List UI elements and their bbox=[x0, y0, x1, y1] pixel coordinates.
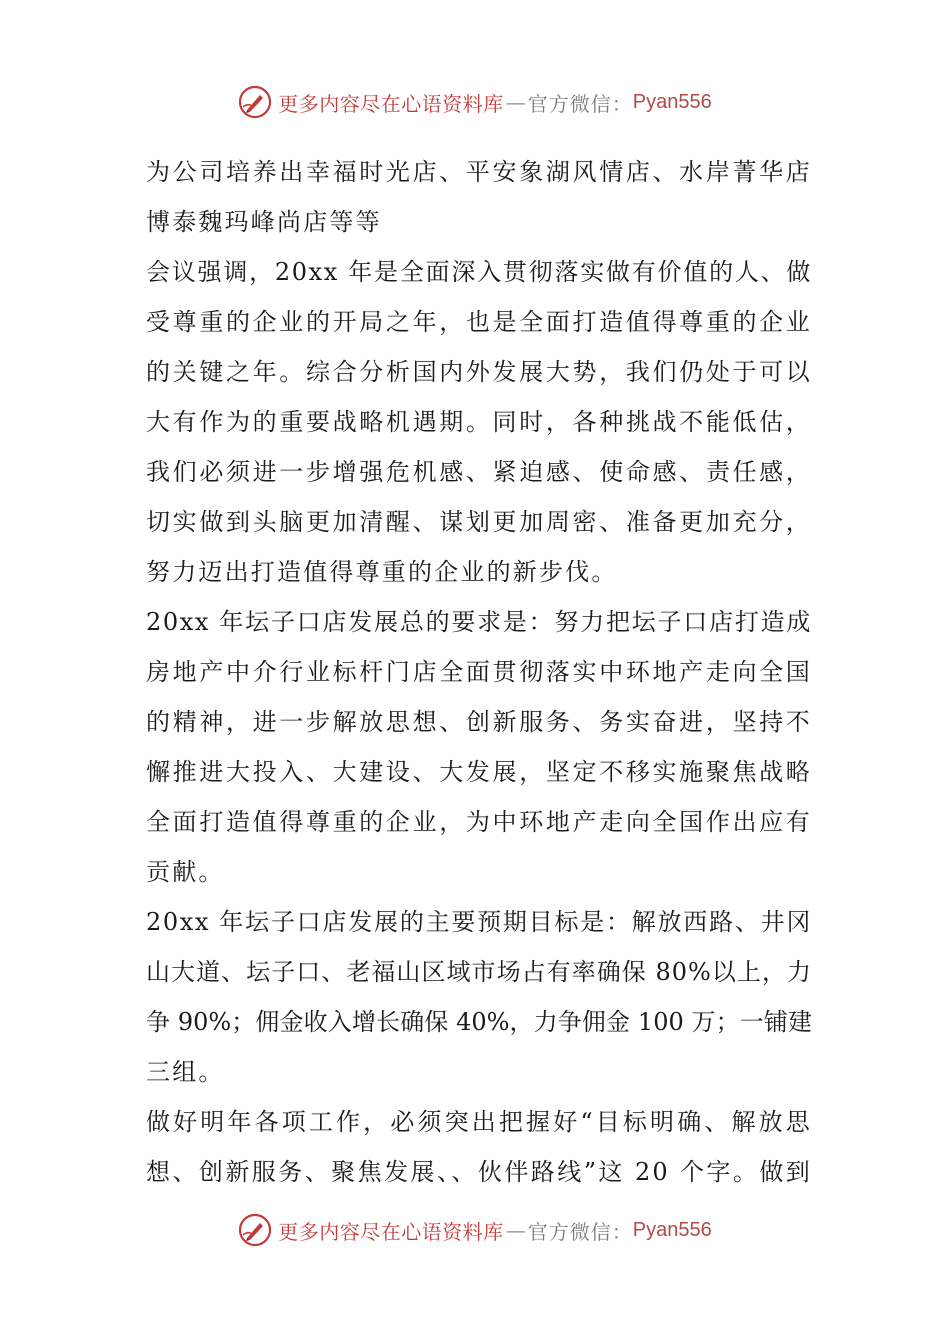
document-body bbox=[146, 147, 812, 1197]
text-line: 20xx 年坛子口店发展的主要预期目标是：解放西路、井冈 bbox=[146, 908, 812, 936]
text-line: 大有作为的重要战略机遇期。同时，各种挑战不能低估， bbox=[146, 408, 812, 436]
text-line: 做好明年各项工作，必须突出把握好“目标明确、解放思 bbox=[146, 1108, 812, 1136]
banner-separator: — bbox=[505, 1218, 526, 1242]
text-line: 房地产中介行业标杆门店全面贯彻落实中环地产走向全国 bbox=[146, 658, 812, 686]
banner-wechat-label: 官方微信： bbox=[527, 1219, 633, 1244]
paragraph-1 bbox=[146, 147, 812, 247]
text-line: 贡献。 bbox=[146, 858, 225, 886]
banner-wechat-id: Pyan556 bbox=[632, 90, 712, 113]
pen-logo-icon bbox=[238, 85, 272, 119]
paragraph-2 bbox=[146, 247, 812, 597]
footer-banner bbox=[0, 1210, 950, 1250]
text-line: 博泰魏玛峰尚店等等 bbox=[146, 208, 382, 236]
text-line: 我们必须进一步增强危机感、紧迫感、使命感、责任感， bbox=[146, 458, 812, 486]
text-line: 的精神，进一步解放思想、创新服务、务实奋进，坚持不 bbox=[146, 708, 812, 736]
banner-wechat-id: Pyan556 bbox=[632, 1218, 712, 1241]
text-line: 的关键之年。综合分析国内外发展大势，我们仍处于可以 bbox=[146, 358, 812, 386]
text-line: 会议强调，20xx 年是全面深入贯彻落实做有价值的人、做 bbox=[146, 258, 812, 286]
text-line: 切实做到头脑更加清醒、谋划更加周密、准备更加充分， bbox=[146, 508, 812, 536]
text-line: 受尊重的企业的开局之年，也是全面打造值得尊重的企业 bbox=[146, 308, 812, 336]
text-line: 全面打造值得尊重的企业，为中环地产走向全国作出应有 bbox=[146, 808, 812, 836]
banner-title: 更多内容尽在心语资料库 bbox=[278, 1219, 504, 1244]
pen-logo-icon bbox=[238, 1213, 272, 1247]
text-line: 为公司培养出幸福时光店、平安象湖风情店、水岸菁华店 bbox=[146, 158, 812, 186]
banner-separator: — bbox=[505, 90, 526, 114]
paragraph-5 bbox=[146, 1097, 812, 1197]
text-line: 山大道、坛子口、老福山区域市场占有率确保 80%以上，力 bbox=[146, 958, 812, 986]
banner-wechat-label: 官方微信： bbox=[527, 91, 633, 116]
banner-title: 更多内容尽在心语资料库 bbox=[278, 91, 504, 116]
text-line: 三组。 bbox=[146, 1058, 225, 1086]
paragraph-4 bbox=[146, 897, 812, 1097]
text-line: 懈推进大投入、大建设、大发展，坚定不移实施聚焦战略 bbox=[146, 758, 812, 786]
text-line: 20xx 年坛子口店发展总的要求是：努力把坛子口店打造成 bbox=[146, 608, 812, 636]
text-line: 争 90%；佣金收入增长确保 40%，力争佣金 100 万；一铺建 bbox=[146, 1008, 812, 1036]
header-banner bbox=[0, 82, 950, 122]
paragraph-3 bbox=[146, 597, 812, 897]
text-line: 努力迈出打造值得尊重的企业的新步伐。 bbox=[146, 558, 618, 586]
text-line: 想、创新服务、聚焦发展、、伙伴路线”这 20 个字。做到 bbox=[146, 1158, 812, 1186]
